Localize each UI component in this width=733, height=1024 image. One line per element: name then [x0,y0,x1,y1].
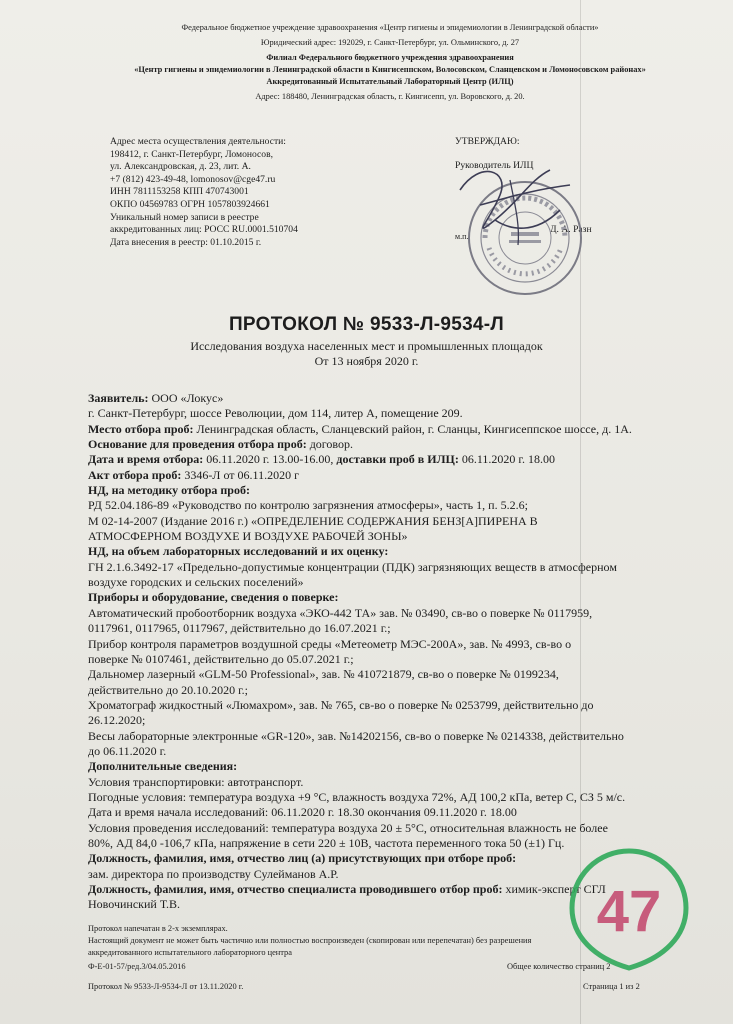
body-line [88,606,648,621]
body-line-text: Условия проведения исследований: температура воздуха 20 ± 5°С, относительная влажность не более [88,820,608,835]
body-line [88,698,648,713]
body-line [88,637,648,652]
body-line [88,498,648,513]
body-line [88,621,648,636]
body-line-text: 3346-Л от 06.11.2020 г [181,467,300,482]
body-line [88,483,648,498]
body-line [88,468,648,483]
body-line [88,867,648,882]
approval-heading: УТВЕРЖДАЮ: [455,136,520,147]
body-line-text: зам. директора по производству Сулейманов А.Р. [88,866,339,881]
address-line: Дата внесения в реестр: 01.10.2015 г. [110,236,262,248]
body-line-text: ГН 2.1.6.3492-17 «Предельно-допустимые концентрации (ПДК) загрязняющих веществ в атмосферном [88,559,617,574]
body-line-text: М 02-14-2007 (Издание 2016 г.) «ОПРЕДЕЛЕНИЕ СОДЕРЖАНИЯ БЕНЗ[А]ПИРЕНА В [88,513,538,528]
approval-mp: м.п. [455,232,469,241]
body-line [88,544,648,559]
address-line: 198412, г. Санкт-Петербург, Ломоносов, [110,148,274,160]
watermark-text: 47 [596,879,662,944]
header-line-3: Филиал Федерального бюджетного учреждения здравоохранения [266,53,514,62]
footer-notice-line-2: аккредитованного испытательного лабораторного центра [88,948,292,957]
body-line-text: до 06.11.2020 г. [88,743,167,758]
approval-name: Д. А. Разн [550,224,592,235]
footer-total-pages: Общее количество страниц 2 [507,962,611,971]
body-line-label: Заявитель: [88,391,149,405]
body-line [88,422,648,437]
site-watermark-logo [566,848,692,974]
body-line [88,514,648,529]
body-line-label: Акт отбора проб: [88,467,182,482]
body-line [88,775,648,790]
address-line: ОКПО 04569783 ОГРН 1057803924661 [110,198,270,210]
footer-copies: Протокол напечатан в 2-х экземплярах. [88,924,228,933]
body-line [88,560,648,575]
body-line-text: Новочинский Т.В. [88,897,180,912]
protocol-body [88,391,648,913]
footer-protocol-ref: Протокол № 9533-Л-9534-Л от 13.11.2020 г. [88,982,244,991]
body-line [88,437,648,452]
body-line [88,683,648,698]
body-line-text: воздухе городских и сельских поселений» [88,575,304,590]
body-line [88,575,648,590]
address-line: аккредитованных лиц: РОСС RU.0001.510704 [110,224,298,236]
body-line-label: Место отбора проб: [88,421,194,436]
body-line-label: доставки проб в ИЛЦ: [336,452,459,467]
body-line [88,729,648,744]
handwritten-signature [440,150,580,260]
body-line-text: действительно до 20.10.2020 г.; [88,682,248,697]
body-line [88,790,648,805]
body-line-text: 80%, АД 84,0 -106,7 кПа, напряжение в сети 220 ± 10В, частота переменного тока 50 (±1) Гц. [88,835,565,850]
protocol-subtitle: Исследования воздуха населенных мест и промышленных площадок [190,339,543,353]
body-line-text: Условия транспортировки: автотранспорт. [88,774,304,789]
body-line [88,821,648,836]
body-line-text: Погодные условия: температура воздуха +9 °С, влажность воздуха 72%, АД 100,2 кПа, ветер С, СЗ 5 м/с. [88,789,626,804]
body-line-text: химик-эксперт СГЛ [502,882,606,896]
approval-role: Руководитель ИЛЦ [455,160,534,171]
body-line [88,667,648,682]
body-line-text: Дата и время начала исследований: 06.11.2020 г. 18.30 окончания 09.11.2020 г. 18.00 [88,805,517,820]
address-line: ИНН 7811153258 КПП 470743001 [110,186,249,198]
header-line-4: «Центр гигиены и эпидемиологии в Ленинградской области в Кингисеппском, Волосовском, Сланцевском и Ломоносовском районах» [134,65,646,74]
body-line [88,406,648,421]
body-line [88,713,648,728]
body-line-label: НД, на объем лабораторных исследований и их оценку: [88,544,389,559]
address-line: Адрес места осуществления деятельности: [110,136,286,147]
body-line-text: 06.11.2020 г. 18.00 [458,452,555,467]
body-line-label: Основание для проведения отбора проб: [88,437,307,452]
body-line [88,452,648,467]
body-line-text: Прибор контроля параметров воздушной среды «Метеометр МЭС-200А», зав. № 4993, св-во о [88,636,572,651]
body-line-text: ООО «Локус» [148,391,224,405]
footer-form-code: Ф-Е-01-57/ред.3/04.05.2016 [88,962,186,971]
body-line-text: АТМОСФЕРНОМ ВОЗДУХЕ И ВОЗДУХЕ РАБОЧЕЙ ЗОНЫ» [88,529,408,544]
protocol-date: От 13 ноября 2020 г. [314,354,419,368]
body-line-text: 26.12.2020; [88,713,146,728]
body-line [88,391,648,406]
body-line-text: РД 52.04.186-89 «Руководство по контролю загрязнения атмосферы», часть 1, п. 5.2.6; [88,498,528,513]
body-line-label: Должность, фамилия, имя, отчество специалиста проводившего отбор проб: [88,882,503,896]
body-line-text: Дальномер лазерный «GLM-50 Professional», зав. № 410721879, св-во о поверке № 0199234, [88,667,559,682]
address-line: ул. Александровская, д. 23, лит. А. [110,161,251,173]
body-line-label: Приборы и оборудование, сведения о поверке: [88,590,339,605]
header-line-5: Аккредитованный Испытательный Лабораторный Центр (ИЛЦ) [266,77,514,86]
address-line: +7 (812) 423-49-48, lomonosov@cge47.ru [110,173,276,185]
body-line-label: Дополнительные сведения: [88,759,238,774]
body-line-text: 06.11.2020 г. 13.00-16.00, [203,452,337,467]
footer-notice-line-1: Настоящий документ не может быть частично или полностью воспроизведен (скопирован или перепечатан) без разрешения [88,936,532,945]
body-line-text: договор. [306,437,354,452]
body-line-text: 0117961, 0117965, 0117967, действительно до 16.07.2021 г.; [88,621,391,636]
body-line-text: Хроматограф жидкостный «Люмахром», зав. № 765, св-во о поверке № 0253799, действительно до [88,697,594,712]
body-line [88,759,648,774]
header-line-2: Юридический адрес: 192029, г. Санкт-Петербург, ул. Ольминского, д. 27 [260,38,520,47]
header-line-1: Федеральное бюджетное учреждение здравоохранения «Центр гигиены и эпидемиологии в Ленинградской области» [181,23,599,32]
address-line: Уникальный номер записи в реестре [110,211,259,223]
body-line-text: Ленинградская область, Сланцевский район, г. Сланцы, Кингисеппское шоссе, д. 1А. [193,421,632,436]
header-line-6: Адрес: 188480, Ленинградская область, г. Кингисепп, ул. Воровского, д. 20. [255,92,525,101]
body-line [88,590,648,605]
body-line [88,652,648,667]
body-line [88,882,648,897]
body-line-text: Весы лабораторные электронные «GR-120», зав. №14202156, св-во о поверке № 0214338, действительно [88,728,624,743]
body-line [88,805,648,820]
body-line [88,897,648,912]
body-line [88,744,648,759]
body-line-label: Должность, фамилия, имя, отчество лиц (а) присутствующих при отборе проб: [88,851,517,866]
body-line-text: Автоматический пробоотборник воздуха «ЭКО-442 ТА» зав. № 03490, св-во о поверке № 0117959, [88,605,593,620]
body-line-label: Дата и время отбора: [88,452,204,467]
address-block [110,136,298,249]
footer-page-number: Страница 1 из 2 [583,982,640,991]
body-line [88,851,648,866]
protocol-title: ПРОТОКОЛ № 9533-Л-9534-Л [228,314,505,335]
body-line-text: г. Санкт-Петербург, шоссе Революции, дом 114, литер А, помещение 209. [88,406,463,421]
body-line [88,836,648,851]
body-line-label: НД, на методику отбора проб: [88,483,250,498]
body-line-text: поверке № 0107461, действительно до 05.07.2021 г.; [88,651,354,666]
body-line [88,529,648,544]
